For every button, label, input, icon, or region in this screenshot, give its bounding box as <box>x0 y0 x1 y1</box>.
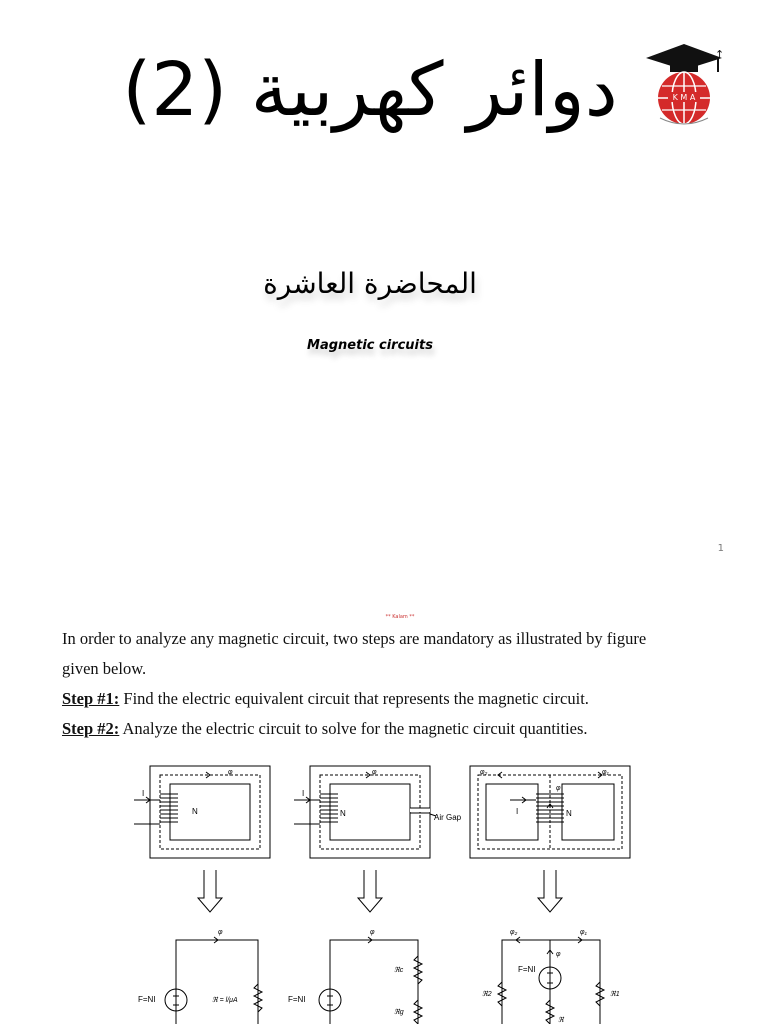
svg-text:K M A: K M A <box>672 93 696 102</box>
flux-label-2: φ <box>372 769 377 776</box>
turns-label-3: N <box>566 809 572 818</box>
r-core-label: ℜc <box>394 967 404 974</box>
step-1-text: Find the electric equivalent circuit that represents the magnetic circuit. <box>119 689 589 708</box>
reluctance-formula: ℜ = l/μA <box>212 997 238 1004</box>
r-gap-label: ℜg <box>394 1009 404 1016</box>
r2-label: ℜ2 <box>482 991 492 998</box>
magnetic-circuit-figure <box>130 760 640 1024</box>
mmf-label-3: F=NI <box>518 965 536 974</box>
current-label-2: I <box>302 789 305 798</box>
intro-line-2: given below. <box>62 659 147 678</box>
intro-line-1: In order to analyze any magnetic circuit, two steps are mandatory as illustrated by figure <box>62 629 647 648</box>
flux1-label-c3: φ₁ <box>580 929 587 936</box>
step-1-label: Step #1: <box>62 689 120 708</box>
current-label-1: I <box>142 789 145 798</box>
mmf-label-2: F=NI <box>288 995 306 1004</box>
step-2-text: Analyze the electric circuit to solve for the magnetic circuit quantities. <box>119 719 588 738</box>
kma-logo <box>640 40 728 130</box>
flux2-label-3: φ₂ <box>480 769 488 776</box>
body-text <box>62 624 732 744</box>
flux-label-c2: φ <box>370 929 375 936</box>
step-2 <box>62 714 732 744</box>
flux1-label-3: φ₁ <box>602 769 609 776</box>
current-label-3: I <box>516 807 519 816</box>
lecture-title: المحاضرة العاشرة <box>263 267 477 300</box>
page-title: دوائر كهربية (2) <box>122 47 618 133</box>
lecture-subtitle: Magnetic circuits <box>307 338 433 353</box>
air-gap-label: Air Gap <box>434 813 462 822</box>
small-note: ** Kalam ** <box>385 614 415 620</box>
flux-label-c3: φ <box>556 951 561 958</box>
turns-label-2: N <box>340 809 346 818</box>
flux2-label-c3: φ₂ <box>510 929 518 936</box>
step-2-label: Step #2: <box>62 719 120 738</box>
flux-label-c1: φ <box>218 929 223 936</box>
step-1 <box>62 684 732 714</box>
flux-label-1: φ <box>228 769 233 776</box>
mmf-label-1: F=NI <box>138 995 156 1004</box>
r-label: ℜ <box>558 1017 564 1024</box>
svg-text:↑: ↑ <box>715 48 725 61</box>
page-number: 1 <box>717 543 724 554</box>
flux-label-3: φ <box>556 785 561 792</box>
turns-label-1: N <box>192 807 198 816</box>
r1-label: ℜ1 <box>610 991 620 998</box>
